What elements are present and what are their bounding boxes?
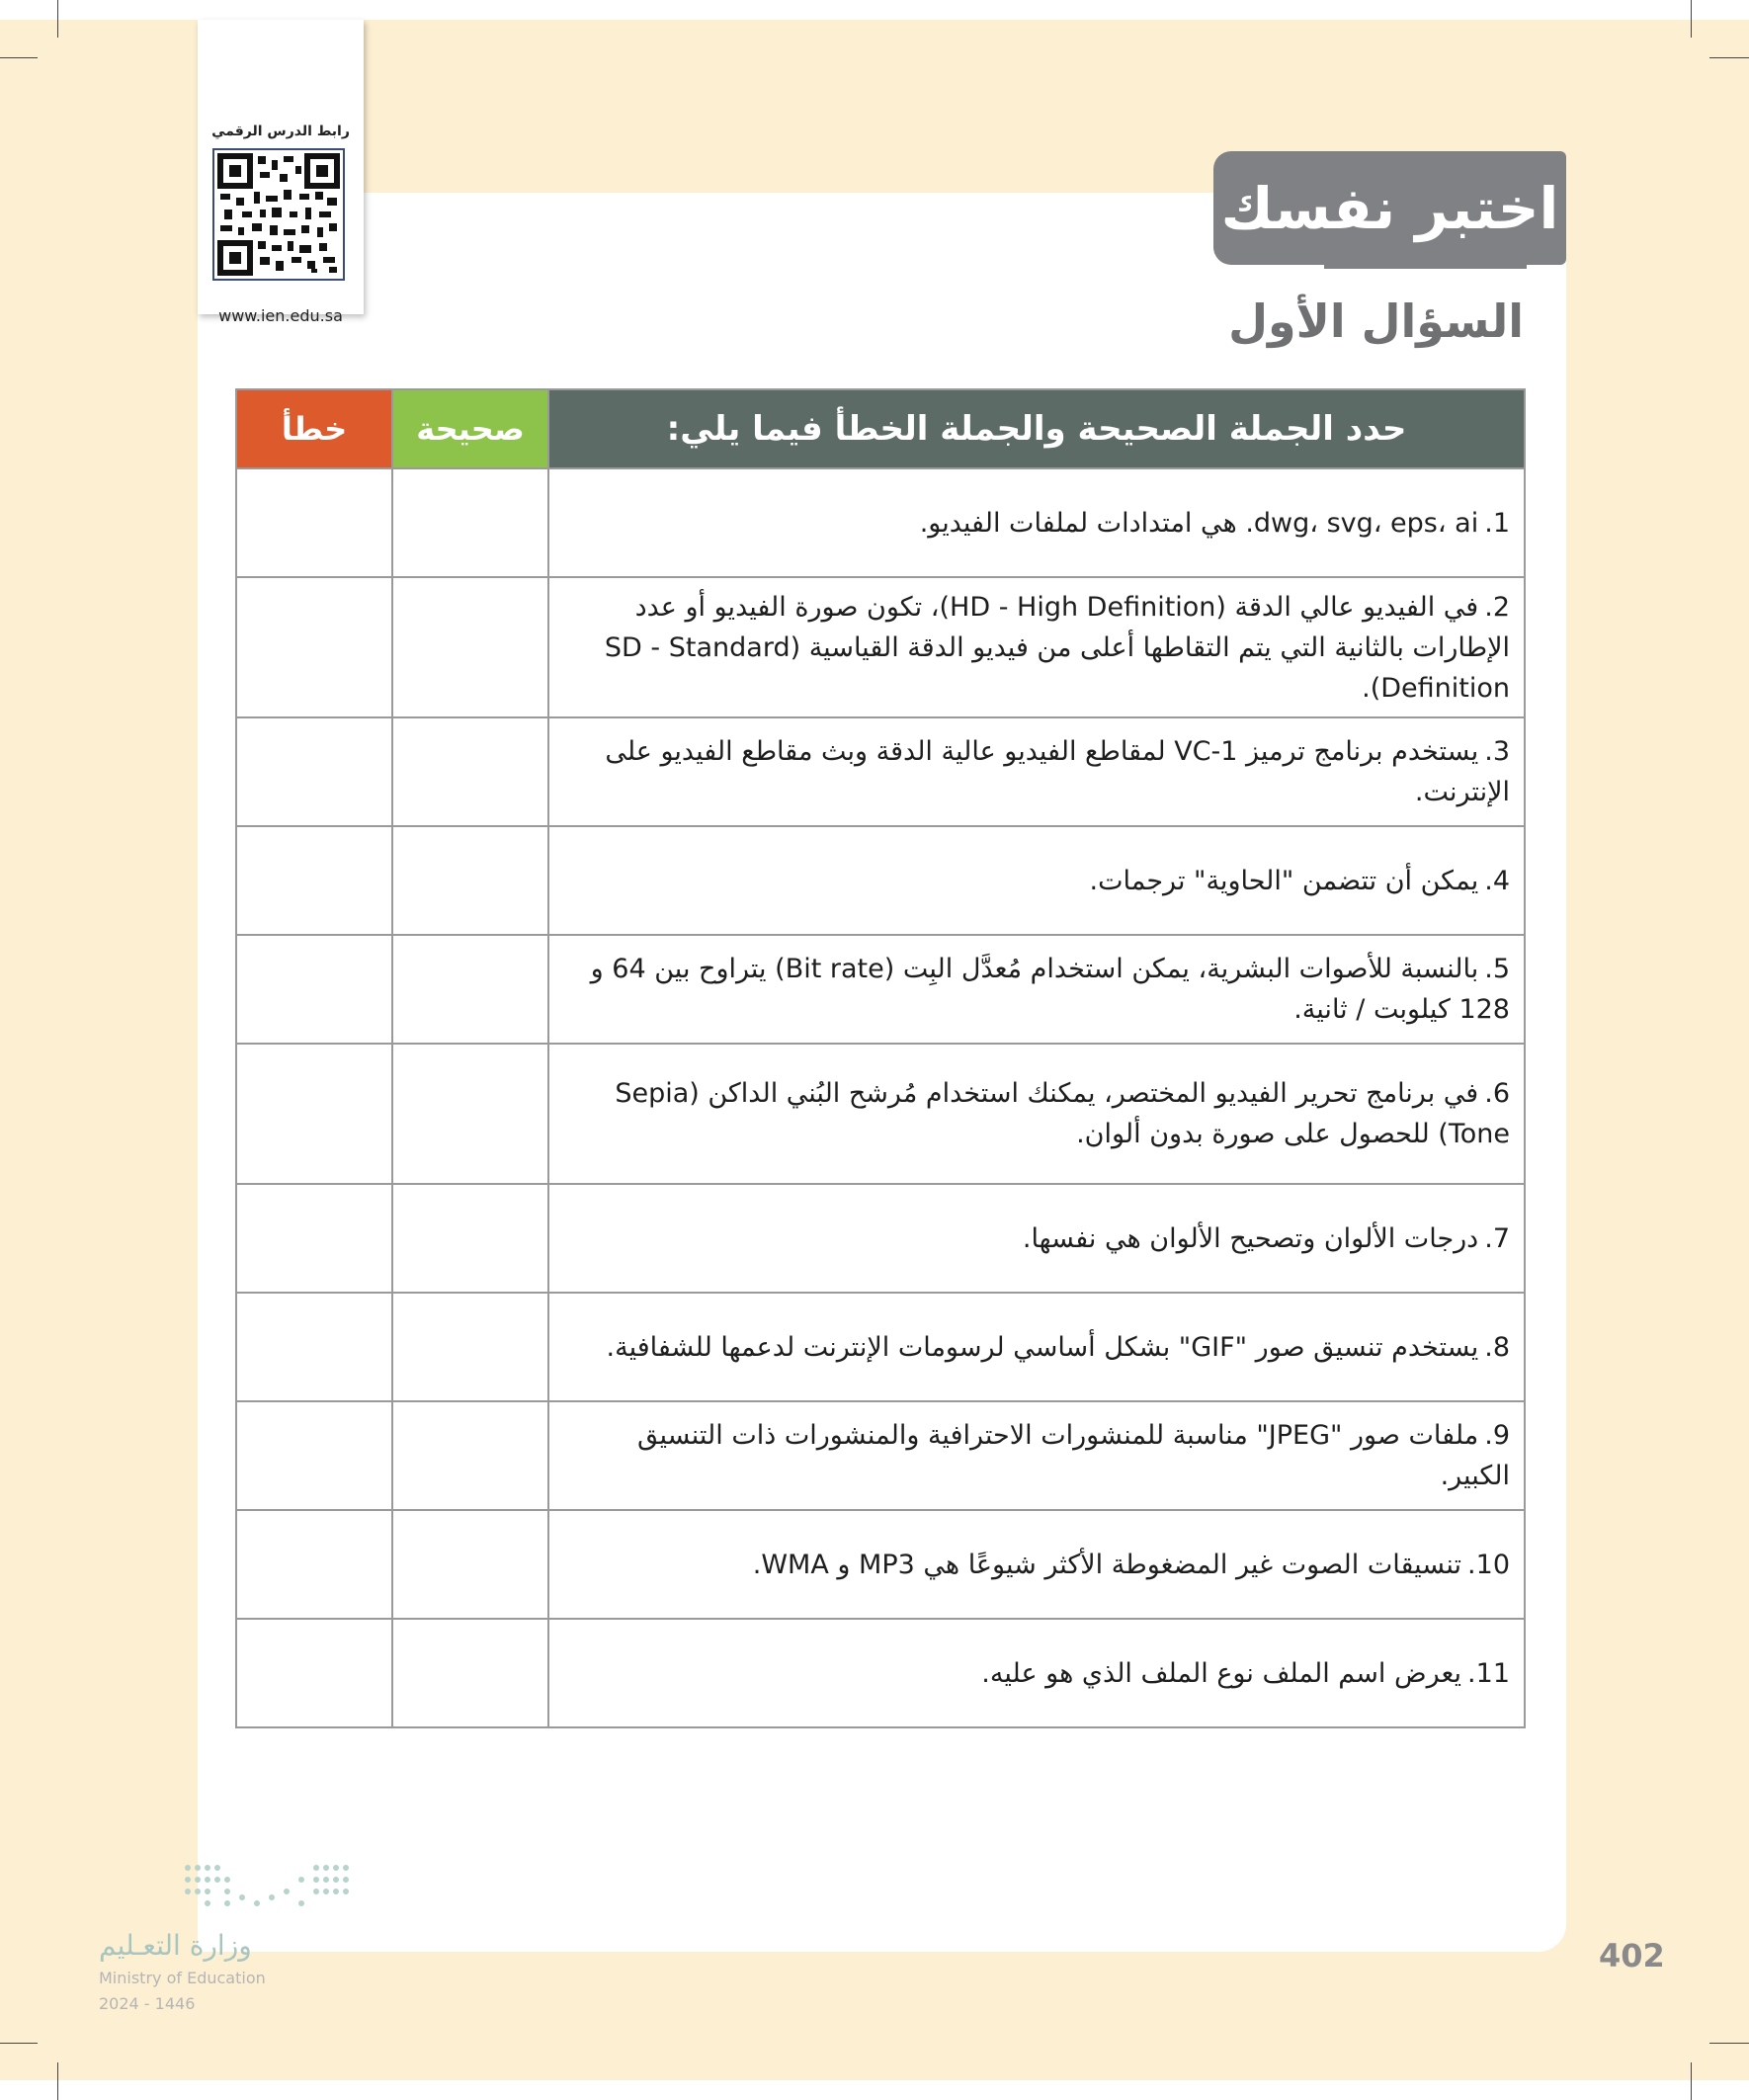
crop-mark: [1709, 2043, 1749, 2044]
section-heading: السؤال الأول: [1228, 294, 1524, 348]
statement-cell: [548, 577, 1525, 717]
false-answer-cell[interactable]: [236, 717, 392, 826]
statement-cell: [548, 1184, 1525, 1293]
crop-mark: [57, 2062, 58, 2100]
table-row: [236, 1044, 1525, 1184]
statement-number: 2.: [1484, 591, 1510, 623]
statement-number: 8.: [1484, 1331, 1510, 1363]
false-answer-cell[interactable]: [236, 935, 392, 1044]
page-title-badge: [1213, 151, 1566, 265]
page-number: 402: [1599, 1937, 1665, 1974]
statement-number: 1.: [1484, 507, 1510, 539]
false-answer-cell[interactable]: [236, 1619, 392, 1727]
table-row: [236, 1619, 1525, 1727]
table-row: [236, 1510, 1525, 1619]
statement-text: بالنسبة للأصوات البشرية، يمكن استخدام مُعدَّل البِت (Bit rate) يتراوح بين 64 و 128 كيلوبت / ثانية.: [590, 954, 1510, 1025]
ministry-logo-icon: [183, 1858, 351, 1917]
crop-mark: [0, 57, 38, 58]
true-answer-cell[interactable]: [392, 1401, 548, 1510]
true-false-table: [235, 388, 1526, 1728]
qr-url[interactable]: www.ien.edu.sa: [218, 306, 343, 325]
statement-text: يمكن أن تتضمن "الحاوية" ترجمات.: [1089, 865, 1479, 896]
false-answer-cell[interactable]: [236, 1184, 392, 1293]
statement-text: درجات الألوان وتصحيح الألوان هي نفسها.: [1022, 1222, 1479, 1254]
false-answer-cell[interactable]: [236, 1293, 392, 1401]
statement-number: 3.: [1484, 736, 1510, 767]
statement-text: في برنامج تحرير الفيديو المختصر، يمكنك استخدام مُرشح البُني الداكن (Sepia Tone) للحصول على صورة بدون ألوان.: [615, 1078, 1510, 1149]
statement-text: dwg، svg، eps، ai. هي امتدادات لملفات الفيديو.: [919, 507, 1479, 539]
false-answer-cell[interactable]: [236, 577, 392, 717]
statement-number: 6.: [1484, 1078, 1510, 1109]
false-answer-cell[interactable]: [236, 1510, 392, 1619]
true-answer-cell[interactable]: [392, 1619, 548, 1727]
qr-label: رابط الدرس الرقمي: [211, 124, 350, 139]
statement-number: 5.: [1484, 954, 1510, 984]
table-row: [236, 826, 1525, 935]
ministry-name-arabic: وزارة التعـليم: [99, 1929, 252, 1962]
statement-number: 4.: [1484, 865, 1510, 896]
true-answer-cell[interactable]: [392, 935, 548, 1044]
false-answer-cell[interactable]: [236, 1401, 392, 1510]
table-row: [236, 577, 1525, 717]
header-false: خطأ: [236, 389, 392, 468]
statement-number: 10.: [1467, 1549, 1510, 1580]
statement-text: تنسيقات الصوت غير المضغوطة الأكثر شيوعًا هي MP3 و WMA.: [752, 1549, 1462, 1580]
crop-mark: [0, 2043, 38, 2044]
true-answer-cell[interactable]: [392, 577, 548, 717]
statement-cell: [548, 1293, 1525, 1401]
page-title: اختبر نفسك: [1220, 174, 1559, 242]
table-row: [236, 935, 1525, 1044]
statement-number: 9.: [1484, 1420, 1510, 1451]
true-answer-cell[interactable]: [392, 468, 548, 577]
statement-text: في الفيديو عالي الدقة (HD - High Definition)، تكون صورة الفيديو أو عدد الإطارات بالثانية التي يتم التقاطها أعلى من فيديو الدقة القياسية (SD - Standard Definition).: [604, 591, 1510, 704]
statement-number: 11.: [1467, 1657, 1510, 1689]
true-answer-cell[interactable]: [392, 717, 548, 826]
table-row: [236, 717, 1525, 826]
edition-year: 2024 - 1446: [99, 1994, 196, 2013]
statement-cell: [548, 468, 1525, 577]
true-answer-cell[interactable]: [392, 1510, 548, 1619]
true-answer-cell[interactable]: [392, 1293, 548, 1401]
crop-mark: [57, 0, 58, 38]
crop-mark: [1691, 0, 1692, 38]
false-answer-cell[interactable]: [236, 1044, 392, 1184]
false-answer-cell[interactable]: [236, 826, 392, 935]
statement-number: 7.: [1484, 1222, 1510, 1254]
true-answer-cell[interactable]: [392, 1184, 548, 1293]
crop-mark: [1709, 57, 1749, 58]
statement-text: يستخدم تنسيق صور "GIF" بشكل أساسي لرسومات الإنترنت لدعمها للشفافية.: [606, 1331, 1479, 1363]
ministry-name-english: Ministry of Education: [99, 1969, 266, 1987]
header-true: صحيحة: [392, 389, 548, 468]
statement-cell: [548, 1619, 1525, 1727]
table-row: [236, 1184, 1525, 1293]
header-statement: حدد الجملة الصحيحة والجملة الخطأ فيما يلي:: [548, 389, 1525, 468]
true-answer-cell[interactable]: [392, 1044, 548, 1184]
statement-text: يعرض اسم الملف نوع الملف الذي هو عليه.: [981, 1657, 1462, 1689]
statement-cell: [548, 826, 1525, 935]
statement-cell: [548, 717, 1525, 826]
statement-cell: [548, 1401, 1525, 1510]
title-underline: [1324, 265, 1527, 269]
table-row: [236, 1401, 1525, 1510]
statement-text: ملفات صور "JPEG" مناسبة للمنشورات الاحترافية والمنشورات ذات التنسيق الكبير.: [636, 1420, 1510, 1491]
table-row: [236, 1293, 1525, 1401]
statement-text: يستخدم برنامج ترميز VC-1 لمقاطع الفيديو عالية الدقة وبث مقاطع الفيديو على الإنترنت.: [605, 736, 1510, 807]
statement-cell: [548, 1510, 1525, 1619]
true-answer-cell[interactable]: [392, 826, 548, 935]
false-answer-cell[interactable]: [236, 468, 392, 577]
crop-mark: [1691, 2062, 1692, 2100]
qr-code-icon[interactable]: [212, 148, 345, 281]
statement-cell: [548, 1044, 1525, 1184]
digital-lesson-card[interactable]: [198, 20, 364, 325]
statement-cell: [548, 935, 1525, 1044]
table-row: [236, 468, 1525, 577]
